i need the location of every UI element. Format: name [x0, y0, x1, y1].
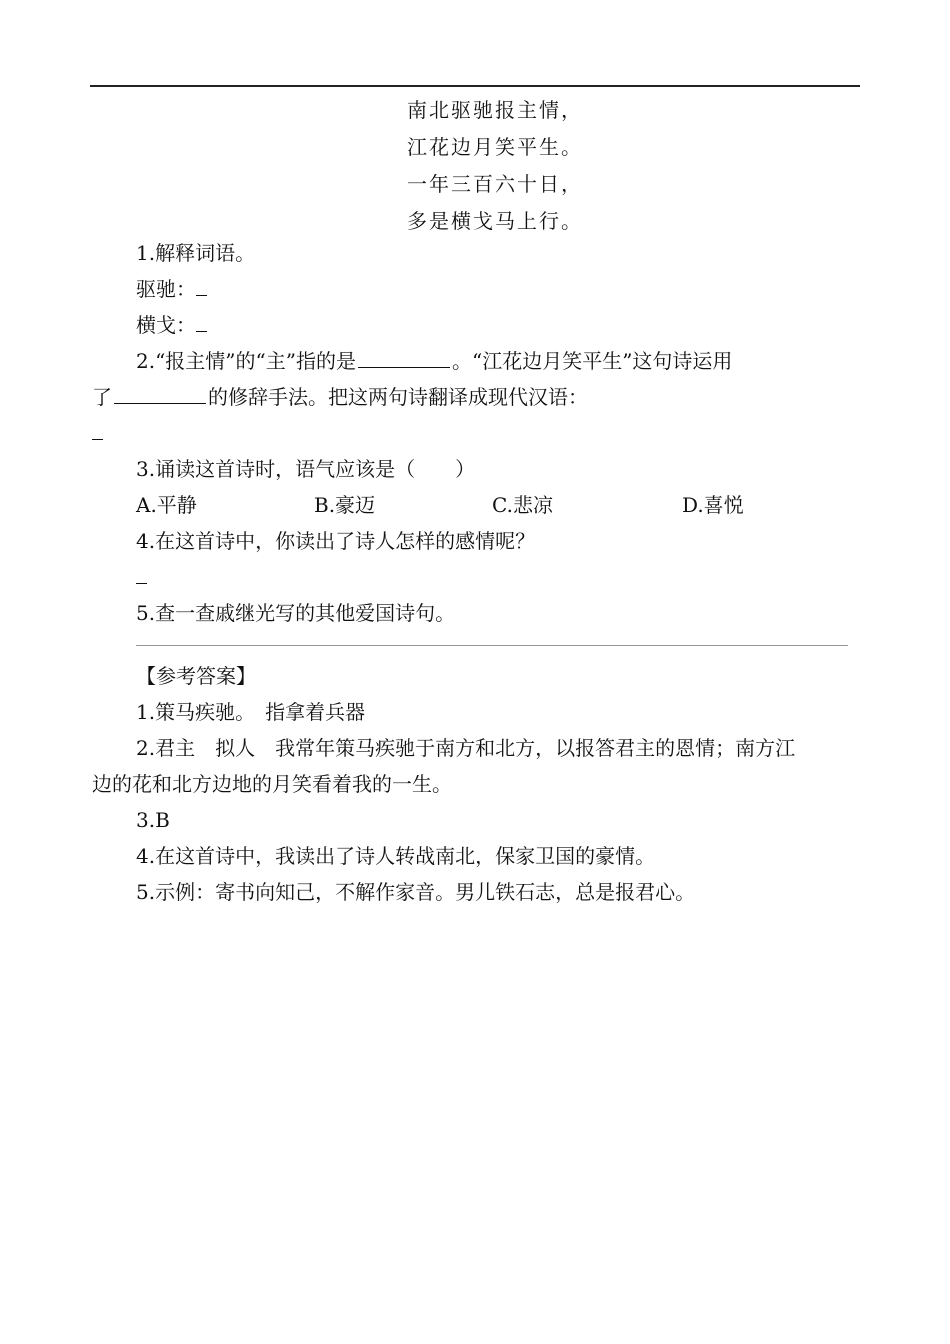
word-label: 横戈： [136, 313, 196, 337]
choice-d[interactable]: D.喜悦 [682, 493, 744, 517]
answer-blank[interactable] [358, 345, 450, 368]
question-2-text: 。“江花边月笑平生”这句诗运用 [451, 349, 733, 373]
answer-blank[interactable] [196, 275, 207, 296]
question-1-word-1 [92, 271, 860, 307]
word-label: 驱驰： [136, 277, 196, 301]
question-2-line-1 [92, 343, 860, 379]
answer-blank[interactable] [196, 311, 207, 332]
question-5: 5.查一查戚继光写的其他爱国诗句。 [136, 601, 456, 625]
answer-blank[interactable] [92, 419, 103, 440]
answer-2-line-1: 2.君主 拟人 我常年策马疾驰于南方和北方，以报答君主的恩情；南方江 [136, 736, 796, 760]
question-2-line-2 [92, 379, 860, 415]
question-1-title: 1.解释词语。 [136, 241, 256, 265]
answer-5: 5.示例：寄书向知己，不解作家音。男儿铁石志，总是报君心。 [136, 880, 696, 904]
question-3: 3.诵读这首诗时，语气应该是（ ） [136, 457, 476, 481]
choice-b[interactable]: B.豪迈 [314, 493, 376, 517]
answer-blank[interactable] [136, 563, 147, 584]
choice-a[interactable]: A.平静 [136, 493, 197, 517]
question-4-answer-line [92, 559, 860, 595]
question-2-text: 了 [92, 385, 112, 409]
question-2-text: 2.“报主情”的“主”指的是 [136, 349, 356, 373]
answer-3: 3.B [136, 808, 170, 832]
answer-2-line-2: 边的花和北方边地的月笑看着我的一生。 [92, 772, 452, 796]
question-2-answer-line [92, 415, 860, 451]
question-4: 4.在这首诗中，你读出了诗人怎样的感情呢？ [136, 529, 536, 553]
question-2-text: 的修辞手法。把这两句诗翻译成现代汉语： [208, 385, 588, 409]
section-divider [136, 645, 848, 646]
answers-heading: 【参考答案】 [136, 664, 256, 688]
question-3-choices [92, 487, 860, 523]
answer-1: 1.策马疾驰。 指拿着兵器 [136, 700, 366, 724]
answer-blank[interactable] [114, 381, 206, 404]
answer-4: 4.在这首诗中，我读出了诗人转战南北，保家卫国的豪情。 [136, 844, 656, 868]
exercise-content [92, 235, 860, 910]
choice-c[interactable]: C.悲凉 [492, 493, 553, 517]
poem-line: 南北驱驰报主情， [407, 98, 583, 122]
top-rule [90, 85, 860, 87]
poem-line: 多是横戈马上行。 [407, 209, 583, 233]
poem-line: 江花边月笑平生。 [407, 135, 583, 159]
poem-line: 一年三百六十日， [407, 172, 583, 196]
poem [0, 92, 950, 240]
question-1-word-2 [92, 307, 860, 343]
